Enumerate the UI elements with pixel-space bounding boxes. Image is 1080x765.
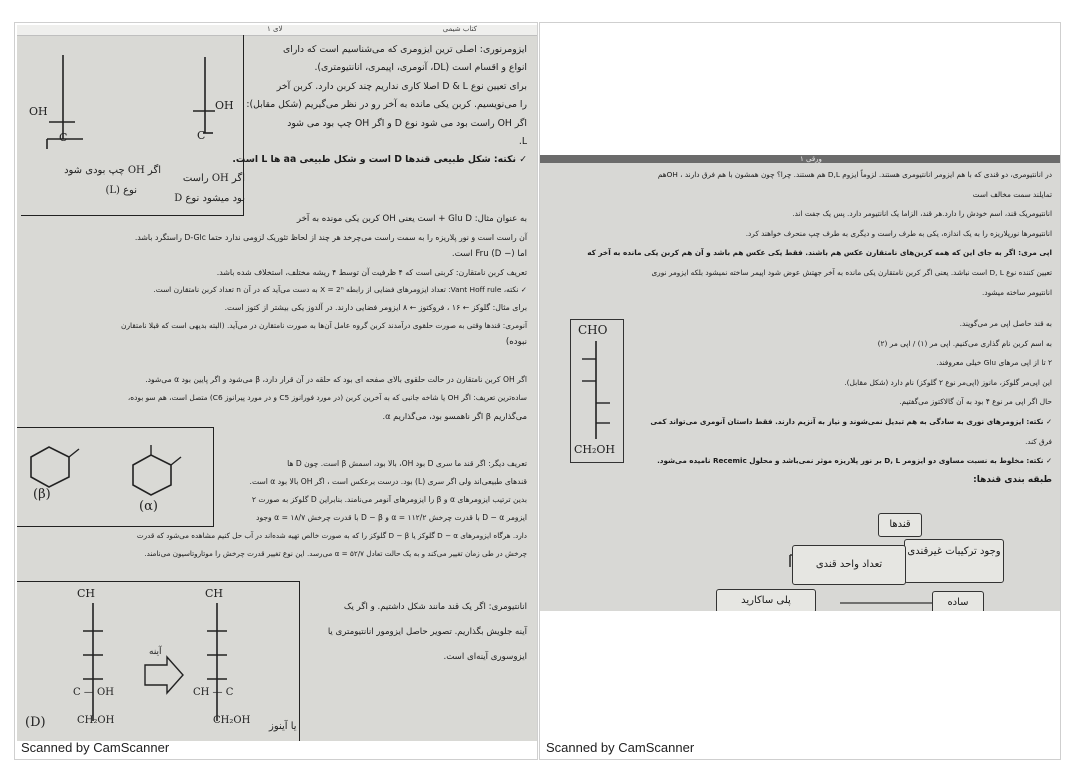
scan-image-right (540, 155, 1060, 611)
right-line: اپی مری: اگر به جای این که همه کربن‌های نامتقارن عکس هم باشند. فقط یکی عکس هم باشد و آن هم کربن یکی مانده به آخر که (587, 248, 1052, 258)
intro-line: L. (518, 136, 527, 148)
right-line: انانتیومریک قند، اسم خودش را دارد.هر قند، الزاما یک انانتیومر دارد. پس یک جفت اند. (792, 209, 1052, 219)
enantiomer-hand-caption: یا آینوز (269, 721, 297, 732)
enantiomer-line: انانتیومری: اگر یک قند مانند شکل داشتیم. و اگر یک (343, 602, 527, 612)
intro-line: انواع و اقسام است (DL، آنومری، اپیمری، انانتیومتری). (314, 62, 527, 74)
mutarotation-text-block (23, 527, 527, 563)
camscanner-caption-left: Scanned by CamScanner (21, 740, 170, 755)
tree-node-noncarb: وجود ترکیبات غیرقندی (904, 539, 1004, 583)
beta-label: (β) (33, 487, 51, 502)
alpha-label: (α) (139, 499, 158, 514)
definition-text-block (209, 455, 527, 527)
oh-right-label: OH (215, 99, 234, 112)
d-label: (D) (25, 715, 46, 730)
epimer-line: این اپی‌مر گلوکز، مانوز (اپی‌مر نوع ۲ گلوکز) نام دارد (شکل مقابل). (844, 377, 1052, 387)
epimer-line: ۲ تا از اپی مرهای Glu خیلی معروفند. (936, 358, 1052, 368)
enantiomer-top-right: CH (205, 587, 224, 600)
sketch-hand-right-type: بود میشود نوع D (174, 193, 245, 204)
sketch-hand-right: اگر OH راست (182, 173, 245, 184)
enantiomer-mid-left: C — OH (73, 687, 114, 698)
cho-label: CHO (578, 323, 608, 337)
intro-line: را می‌نویسیم. کربن یکی مانده به آخر رو در نظر می‌گیریم (شکل مقابل): (246, 99, 527, 111)
enantiomer-sketch (17, 581, 307, 741)
intro-line: ایزومرنوری: اصلی ترین ایزومری که می‌شناسیم است که دارای (282, 44, 527, 55)
note-line: فرق کند. (1025, 436, 1052, 446)
intro-text-block (232, 41, 527, 170)
c-right-label: C (197, 129, 206, 142)
enantiomer-text-block (297, 595, 527, 670)
body-line: نبوده) (505, 337, 527, 348)
anomer-text-block (27, 371, 527, 425)
anomer-line: اگر OH کربن نامتقارن در حالت حلقوی بالای صفحه ای بود که حلقه در آن قرار دارد، β می‌شود و اگر پایین بود α می‌شود. (145, 375, 527, 384)
sketch-hand-left-type: نوع (L) (105, 185, 137, 196)
tree-root: قندها (878, 513, 922, 537)
body-line: تعریف کربن نامتقارن: کربنی است که ۴ ظرفیت آن توسط ۴ ریشه مختلف، استخلاف شده باشد. (216, 267, 527, 277)
body-text-block (23, 211, 527, 352)
intro-line: اگر OH راست بود می شود نوع D و اگر OH چپ بود می شود (287, 117, 527, 129)
mirror-label: آینه (149, 647, 162, 657)
enantiomer-bot-right: CH₂OH (213, 715, 251, 726)
oh-left-label: OH (29, 105, 48, 118)
note-line: ✓ نکته: مخلوط به نسبت مساوی دو ایزومر D, L بر نور پلاریزه موثر نمی‌باشد و محلول Recemic نامیده می‌شود. (657, 456, 1052, 466)
tree-leaf-polysaccharide: پلی ساکارید (716, 589, 816, 611)
classification-heading: طبقه بندی قندها: (973, 474, 1052, 485)
right-line: تمایلند سمت مخالف است (972, 189, 1052, 199)
right-line: تعیین کننده نوع D, L است نباشد. یعنی اگر کربن نامتقارن یکی مانده به آخر جهتش عوض شود اپیمر ساخته نمیشود بلکه ایزومر نوری (651, 267, 1052, 277)
right-line: در انانتیومری، دو قندی که با هم ایزومر انانتیومری هستند. لزوماً ایزوم D,L هم هستند. چرا؟ چون همشون با هم فرق دارند ، OH‌هم (657, 170, 1052, 179)
body-line: به عنوان مثال: Glu D + است یعنی OH کربن یکی مونده به آخر (296, 214, 527, 224)
pyranose-ring-sketch (17, 427, 217, 527)
enantiomer-mid-right: CH — C (193, 687, 234, 698)
note-line: ✓ نکته: ایزومرهای نوری به سادگی به هم تبدیل نمی‌شوند و نیاز به آنزیم دارند. فقط داستان آنومری می‌تواند کمی (650, 417, 1052, 426)
camscanner-caption-right: Scanned by CamScanner (546, 740, 695, 755)
epimer-line: حال اگر اپی مر نوع ۴ بود به آن گالاکتوز می‌گفتیم. (899, 397, 1052, 407)
right-line: انانتیومرها نورپلاریزه را به یک اندازه، یکی به طرف راست و دیگری به طرف چپ منحرف خواهند کرد. (745, 228, 1052, 238)
body-line: آن راست است و نور پلاریزه را به سمت راست می‌چرخد هر چند از لحاظ تئوریک لزومی ندارد حتما D-Glc راستگرد باشد. (134, 232, 527, 242)
header-left-text: لای ۱ (267, 25, 283, 33)
epimer-line: به قند حاصل اپی مر می‌گویند. (959, 319, 1052, 328)
tree-leaf-simple: ساده (932, 591, 984, 611)
definition-line: ایزومر D − α با قدرت چرخش α = ۱۱۲/۲ و D − β با قدرت چرخش α = ۱۸/۷ وجود (256, 513, 527, 522)
right-line: انانتیومر ساخته میشود. (982, 287, 1052, 297)
body-line: آنومری: قندها وقتی به صورت حلقوی درآمدند کربن گروه عامل آن‌ها به صورت نامتقارن در می‌آید. (البته بدیهی است که قبلا نامتقارن (121, 320, 527, 330)
intro-line: برای تعیین نوع D & L اصلا کاری نداریم چند کربن دارد. کربن آخر (276, 80, 527, 92)
enantiomer-top-left: CH (77, 587, 96, 600)
c-left-label: C (59, 131, 68, 144)
epimer-line: به اسم کربن نام گذاری می‌کنیم. اپی مر (۱) / اپی مر (۲) (877, 338, 1052, 348)
definition-line: قندهای طبیعی‌اند ولی اگر سری (L) بود. درست برعکس است ، اگر OH بالا بود α است. (249, 477, 527, 486)
body-line: برای مثال: گلوکز ← ۱۶ ، فروکتوز ← ۸ ایزومر فضایی دارند. در آلدوز یکی بیشتر از کتوز است. (224, 302, 527, 312)
body-line: ✓ نکته، Vant Hoff rule: تعداد ایزومرهای فضایی از رابطه X = 2ⁿ به دست می‌آید که در آن n تعداد کربن نامتقارن است. (153, 285, 527, 295)
scanned-page-left (14, 22, 538, 760)
ch2oh-label: CH₂OH (574, 443, 616, 456)
sketch-hand-left: اگر OH چپ بودی شود (64, 165, 161, 176)
body-line: اما Fru (D −) است. (451, 249, 527, 260)
header-right-text: کتاب شیمی (442, 25, 477, 33)
enantiomer-bot-left: CH₂OH (77, 715, 115, 726)
scan-image-left (17, 25, 537, 741)
enantiomer-line: آینه جلویش بگذاریم. تصویر حاصل ایزومور انانتیومتری یا (327, 627, 527, 637)
anomer-line: می‌گذاریم β اگر ناهمسو بود، می‌گذاریم α. (382, 411, 527, 421)
mutarotation-line: دارد. هرگاه ایزومرهای D − α گلوکز یا D − β گلوکز را که به صورت خالص تهیه شده‌اند در آب حل کنیم مشاهده می‌شود که قدرت (136, 531, 527, 540)
header-text: ورقی ۱ (800, 155, 822, 163)
definition-line: بدین ترتیب ایزومرهای α و β را ایزومرهای آنومر می‌نامند. بنابراین D گلوکز به صورت ۲ (251, 495, 527, 504)
anomer-line: ساده‌ترین تعریف: اگر OH یا شاخه جانبی که به آخرین کربن (در مورد فورانوز C5 و در مورد پیرانوز C6) متصل است، هم سو بوده، (127, 393, 527, 402)
scanned-page-right (539, 22, 1061, 760)
tree-node-unit-count: تعداد واحد قندی (792, 545, 906, 585)
note-natural-forms: ✓ نکته: شکل طبیعی قندها D است و شکل طبیعی aa ها L است. (232, 154, 527, 166)
definition-line: تعریف دیگر: اگر قند ما سری D بود OH، بالا بود، اسمش β است. چون D ها (287, 459, 527, 468)
mutarotation-line: چرخش در طی زمان تغییر می‌کند و به یک حالت تعادل α = ۵۲/۷ می‌رسد. این نوع تغییر قدرت چرخش را موتاروتاسیون می‌نامند. (144, 549, 527, 558)
enantiomer-line: ایزوسوری آینه‌ای است. (443, 652, 527, 662)
